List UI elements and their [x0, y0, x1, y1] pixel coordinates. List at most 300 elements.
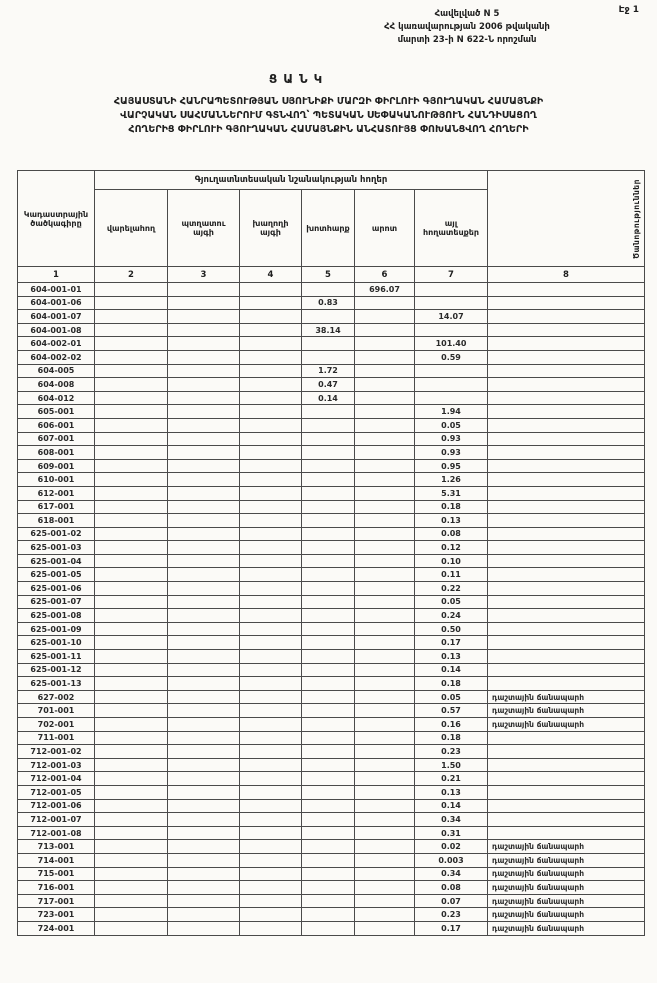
area-value-cell	[240, 418, 302, 432]
area-value-cell	[355, 568, 415, 582]
cadastral-code-cell: 617-001	[18, 500, 95, 514]
table-row	[18, 527, 645, 541]
table-row	[18, 826, 645, 840]
area-value-cell	[240, 446, 302, 460]
area-value-cell	[240, 731, 302, 745]
note-cell	[488, 609, 645, 623]
col-number-3: 3	[168, 267, 240, 283]
area-value-cell	[240, 881, 302, 895]
area-value-cell	[168, 690, 240, 704]
area-value-cell	[355, 500, 415, 514]
area-value-cell	[302, 677, 355, 691]
area-value-cell	[95, 459, 168, 473]
area-value-cell	[302, 867, 355, 881]
note-cell	[488, 772, 645, 786]
note-cell: դաշտային ճանապարհ	[488, 894, 645, 908]
area-value-cell: 0.18	[415, 500, 488, 514]
col-number-6: 6	[355, 267, 415, 283]
area-value-cell	[240, 758, 302, 772]
area-value-cell	[302, 908, 355, 922]
note-cell	[488, 677, 645, 691]
area-value-cell: 0.13	[415, 514, 488, 528]
note-cell	[488, 731, 645, 745]
table-row	[18, 758, 645, 772]
table-row	[18, 500, 645, 514]
table-row	[18, 310, 645, 324]
cadastral-code-cell: 723-001	[18, 908, 95, 922]
col-header-pasture: արոտ	[355, 190, 415, 267]
area-value-cell	[95, 514, 168, 528]
area-value-cell	[240, 690, 302, 704]
table-row	[18, 785, 645, 799]
area-value-cell	[240, 541, 302, 555]
note-cell: դաշտային ճանապարհ	[488, 921, 645, 935]
area-value-cell	[302, 609, 355, 623]
table-row	[18, 677, 645, 691]
table-row	[18, 582, 645, 596]
area-value-cell	[95, 867, 168, 881]
cadastral-code-cell: 712-001-08	[18, 826, 95, 840]
note-cell	[488, 323, 645, 337]
area-value-cell	[355, 718, 415, 732]
cadastral-code-cell: 625-001-06	[18, 582, 95, 596]
area-value-cell	[355, 310, 415, 324]
area-value-cell	[95, 677, 168, 691]
area-value-cell	[302, 582, 355, 596]
area-value-cell	[415, 283, 488, 297]
cadastral-code-cell: 604-001-01	[18, 283, 95, 297]
cadastral-code-cell: 604-002-01	[18, 337, 95, 351]
area-value-cell	[95, 636, 168, 650]
area-value-cell	[168, 853, 240, 867]
area-value-cell	[95, 690, 168, 704]
area-value-cell	[240, 310, 302, 324]
notes-header-label: Ծանոթություններ	[632, 178, 642, 259]
area-value-cell: 0.95	[415, 459, 488, 473]
area-value-cell	[355, 337, 415, 351]
area-value-cell	[95, 921, 168, 935]
area-value-cell	[95, 731, 168, 745]
area-value-cell	[355, 908, 415, 922]
area-value-cell	[168, 568, 240, 582]
area-value-cell	[355, 704, 415, 718]
subtitle-line: ՎԱՐՉԱԿԱՆ ՍԱՀՄԱՆՆԵՐՈՒՄ ԳՏՆՎՈՂ՝ ՊԵՏԱԿԱՆ ՍԵՓԱԿԱՆՈՒԹՅՈՒՆ ՀԱՆԴԻՍԱՑՈՂ	[120, 110, 537, 121]
table-row	[18, 283, 645, 297]
area-value-cell	[355, 473, 415, 487]
area-value-cell: 0.17	[415, 921, 488, 935]
area-value-cell	[355, 813, 415, 827]
table-row	[18, 840, 645, 854]
area-value-cell	[240, 486, 302, 500]
area-value-cell	[355, 296, 415, 310]
area-value-cell	[355, 799, 415, 813]
table-row	[18, 718, 645, 732]
note-cell	[488, 826, 645, 840]
area-value-cell	[168, 582, 240, 596]
note-cell	[488, 636, 645, 650]
table-row	[18, 772, 645, 786]
area-value-cell	[168, 514, 240, 528]
area-value-cell	[355, 745, 415, 759]
area-value-cell	[240, 921, 302, 935]
area-value-cell	[240, 908, 302, 922]
note-cell	[488, 391, 645, 405]
area-value-cell	[168, 391, 240, 405]
table-row	[18, 296, 645, 310]
area-value-cell	[168, 758, 240, 772]
table-row	[18, 378, 645, 392]
area-value-cell	[168, 785, 240, 799]
area-value-cell	[302, 704, 355, 718]
area-value-cell: 14.07	[415, 310, 488, 324]
cadastral-code-cell: 712-001-05	[18, 785, 95, 799]
note-cell: դաշտային ճանապարհ	[488, 881, 645, 895]
cadastral-code-cell: 605-001	[18, 405, 95, 419]
cadastral-code-cell: 606-001	[18, 418, 95, 432]
area-value-cell: 0.57	[415, 704, 488, 718]
area-value-cell: 0.23	[415, 908, 488, 922]
note-cell	[488, 622, 645, 636]
area-value-cell: 0.18	[415, 731, 488, 745]
area-value-cell	[355, 921, 415, 935]
area-value-cell	[168, 867, 240, 881]
area-value-cell	[302, 486, 355, 500]
cadastral-code-cell: 625-001-11	[18, 650, 95, 664]
note-cell	[488, 527, 645, 541]
area-value-cell: 0.05	[415, 595, 488, 609]
area-value-cell	[240, 785, 302, 799]
area-value-cell	[95, 418, 168, 432]
area-value-cell	[240, 378, 302, 392]
note-cell	[488, 350, 645, 364]
table-row	[18, 486, 645, 500]
area-value-cell	[355, 636, 415, 650]
col-header-hayfield: խոտհարք	[302, 190, 355, 267]
area-value-cell	[95, 378, 168, 392]
table-row	[18, 405, 645, 419]
note-cell	[488, 432, 645, 446]
note-cell	[488, 310, 645, 324]
area-value-cell	[168, 609, 240, 623]
cadastral-code-cell: 604-002-02	[18, 350, 95, 364]
area-value-cell	[95, 595, 168, 609]
area-value-cell	[302, 622, 355, 636]
area-value-cell	[302, 500, 355, 514]
note-cell: դաշտային ճանապարհ	[488, 690, 645, 704]
note-cell: դաշտային ճանապարհ	[488, 908, 645, 922]
area-value-cell	[168, 881, 240, 895]
annex-line: Հավելված N 5	[434, 9, 500, 19]
area-value-cell	[240, 663, 302, 677]
cadastral-code-cell: 609-001	[18, 459, 95, 473]
note-cell: դաշտային ճանապարհ	[488, 867, 645, 881]
table-row	[18, 364, 645, 378]
area-value-cell	[240, 677, 302, 691]
area-value-cell	[168, 296, 240, 310]
note-cell	[488, 337, 645, 351]
area-value-cell	[355, 622, 415, 636]
area-value-cell	[95, 486, 168, 500]
note-cell	[488, 378, 645, 392]
area-value-cell	[302, 337, 355, 351]
table-row	[18, 554, 645, 568]
area-value-cell: 0.18	[415, 677, 488, 691]
note-cell	[488, 554, 645, 568]
area-value-cell: 0.14	[415, 799, 488, 813]
table-row	[18, 921, 645, 935]
area-value-cell	[355, 582, 415, 596]
area-value-cell	[302, 527, 355, 541]
col-number-2: 2	[95, 267, 168, 283]
cadastral-code-cell: 625-001-12	[18, 663, 95, 677]
note-cell	[488, 500, 645, 514]
cadastral-code-cell: 625-001-03	[18, 541, 95, 555]
area-value-cell	[168, 663, 240, 677]
area-value-cell: 38.14	[302, 323, 355, 337]
cadastral-code-cell: 715-001	[18, 867, 95, 881]
area-value-cell	[95, 323, 168, 337]
area-value-cell	[415, 364, 488, 378]
agricultural-lands-group-header: Գյուղատնտեսական նշանակության հողեր	[95, 171, 488, 190]
area-value-cell: 0.13	[415, 650, 488, 664]
area-value-cell: 0.93	[415, 432, 488, 446]
area-value-cell: 0.14	[302, 391, 355, 405]
area-value-cell	[95, 894, 168, 908]
area-value-cell	[240, 894, 302, 908]
cadastral-code-cell: 608-001	[18, 446, 95, 460]
area-value-cell	[168, 337, 240, 351]
area-value-cell	[302, 799, 355, 813]
area-value-cell	[168, 745, 240, 759]
table-row	[18, 690, 645, 704]
area-value-cell	[95, 772, 168, 786]
area-value-cell	[302, 881, 355, 895]
area-value-cell	[95, 582, 168, 596]
cadastral-code-cell: 717-001	[18, 894, 95, 908]
cadastral-code-cell: 618-001	[18, 514, 95, 528]
area-value-cell	[302, 731, 355, 745]
area-value-cell	[168, 323, 240, 337]
area-value-cell	[302, 785, 355, 799]
note-cell	[488, 745, 645, 759]
note-cell	[488, 758, 645, 772]
area-value-cell: 0.22	[415, 582, 488, 596]
note-cell	[488, 663, 645, 677]
area-value-cell: 0.11	[415, 568, 488, 582]
area-value-cell	[355, 663, 415, 677]
table-row	[18, 446, 645, 460]
area-value-cell	[168, 405, 240, 419]
area-value-cell	[355, 677, 415, 691]
cadastral-code-cell: 701-001	[18, 704, 95, 718]
area-value-cell	[168, 554, 240, 568]
cadastral-code-cell: 604-001-08	[18, 323, 95, 337]
area-value-cell	[415, 378, 488, 392]
table-row	[18, 350, 645, 364]
note-cell	[488, 283, 645, 297]
area-value-cell	[95, 432, 168, 446]
area-value-cell: 0.21	[415, 772, 488, 786]
area-value-cell	[240, 636, 302, 650]
note-cell: դաշտային ճանապարհ	[488, 853, 645, 867]
area-value-cell	[240, 500, 302, 514]
area-value-cell	[168, 446, 240, 460]
area-value-cell	[302, 663, 355, 677]
area-value-cell	[302, 813, 355, 827]
area-value-cell	[415, 391, 488, 405]
table-row	[18, 609, 645, 623]
area-value-cell	[168, 378, 240, 392]
area-value-cell	[168, 310, 240, 324]
cadastral-code-cell: 625-001-10	[18, 636, 95, 650]
table-row	[18, 418, 645, 432]
area-value-cell	[240, 527, 302, 541]
area-value-cell	[95, 283, 168, 297]
area-value-cell	[355, 595, 415, 609]
document-title: ՑԱՆԿ	[268, 72, 329, 86]
area-value-cell	[355, 323, 415, 337]
area-value-cell	[240, 772, 302, 786]
cadastral-code-cell: 712-001-02	[18, 745, 95, 759]
col-header-arable: վարելահող	[95, 190, 168, 267]
area-value-cell	[95, 446, 168, 460]
table-row	[18, 473, 645, 487]
area-value-cell	[240, 391, 302, 405]
area-value-cell: 0.08	[415, 881, 488, 895]
area-value-cell	[168, 894, 240, 908]
area-value-cell: 0.003	[415, 853, 488, 867]
note-cell	[488, 650, 645, 664]
area-value-cell	[240, 595, 302, 609]
area-value-cell	[168, 486, 240, 500]
area-value-cell: 0.24	[415, 609, 488, 623]
cadastral-code-cell: 702-001	[18, 718, 95, 732]
cadastral-code-cell: 712-001-03	[18, 758, 95, 772]
area-value-cell	[302, 772, 355, 786]
area-value-cell: 0.08	[415, 527, 488, 541]
note-cell	[488, 486, 645, 500]
cadastral-code-cell: 716-001	[18, 881, 95, 895]
area-value-cell: 0.13	[415, 785, 488, 799]
area-value-cell	[168, 677, 240, 691]
area-value-cell	[168, 826, 240, 840]
area-value-cell	[302, 350, 355, 364]
area-value-cell: 0.50	[415, 622, 488, 636]
note-cell	[488, 595, 645, 609]
area-value-cell	[240, 813, 302, 827]
table-row	[18, 595, 645, 609]
cadastral-code-cell: 625-001-08	[18, 609, 95, 623]
area-value-cell	[302, 541, 355, 555]
table-row	[18, 650, 645, 664]
area-value-cell	[95, 840, 168, 854]
area-value-cell	[240, 826, 302, 840]
area-value-cell	[302, 568, 355, 582]
annex-line: ՀՀ կառավարության 2006 թվականի	[384, 22, 550, 32]
area-value-cell	[168, 283, 240, 297]
area-value-cell	[240, 554, 302, 568]
area-value-cell	[302, 826, 355, 840]
area-value-cell: 0.02	[415, 840, 488, 854]
col-header-orchard: պտղատու այգի	[168, 190, 240, 267]
cadastral-code-cell: 711-001	[18, 731, 95, 745]
cadastral-code-cell: 724-001	[18, 921, 95, 935]
table-row	[18, 391, 645, 405]
area-value-cell	[355, 785, 415, 799]
area-value-cell: 1.50	[415, 758, 488, 772]
cadastral-code-cell: 627-002	[18, 690, 95, 704]
cadastral-code-cell: 712-001-04	[18, 772, 95, 786]
cadastral-code-cell: 625-001-13	[18, 677, 95, 691]
area-value-cell: 0.17	[415, 636, 488, 650]
table-row	[18, 636, 645, 650]
area-value-cell	[355, 527, 415, 541]
area-value-cell	[355, 541, 415, 555]
area-value-cell	[302, 310, 355, 324]
cadastral-code-cell: 712-001-06	[18, 799, 95, 813]
area-value-cell	[95, 541, 168, 555]
area-value-cell: 0.05	[415, 690, 488, 704]
area-value-cell	[240, 718, 302, 732]
area-value-cell	[302, 690, 355, 704]
area-value-cell	[95, 473, 168, 487]
cadastral-code-cell: 625-001-02	[18, 527, 95, 541]
area-value-cell	[95, 391, 168, 405]
area-value-cell	[240, 405, 302, 419]
area-value-cell	[240, 432, 302, 446]
table-row	[18, 867, 645, 881]
area-value-cell	[240, 337, 302, 351]
note-cell	[488, 582, 645, 596]
cadastral-code-cell: 625-001-09	[18, 622, 95, 636]
table-body	[18, 283, 645, 936]
area-value-cell	[302, 514, 355, 528]
area-value-cell	[355, 418, 415, 432]
cadastral-code-cell: 604-005	[18, 364, 95, 378]
area-value-cell: 0.34	[415, 867, 488, 881]
table-row	[18, 622, 645, 636]
area-value-cell: 0.05	[415, 418, 488, 432]
note-cell	[488, 813, 645, 827]
area-value-cell	[95, 853, 168, 867]
area-value-cell	[355, 758, 415, 772]
table-row	[18, 745, 645, 759]
area-value-cell	[168, 799, 240, 813]
area-value-cell	[302, 446, 355, 460]
area-value-cell	[355, 881, 415, 895]
area-value-cell	[95, 704, 168, 718]
area-value-cell	[95, 881, 168, 895]
area-value-cell	[95, 799, 168, 813]
area-value-cell	[95, 296, 168, 310]
area-value-cell	[240, 364, 302, 378]
note-cell	[488, 446, 645, 460]
land-parcels-table	[17, 170, 645, 936]
area-value-cell	[355, 432, 415, 446]
area-value-cell	[302, 432, 355, 446]
area-value-cell: 1.72	[302, 364, 355, 378]
col-number-1: 1	[18, 267, 95, 283]
area-value-cell	[95, 813, 168, 827]
area-value-cell	[302, 636, 355, 650]
area-value-cell	[302, 473, 355, 487]
area-value-cell	[168, 622, 240, 636]
area-value-cell	[168, 364, 240, 378]
area-value-cell: 0.16	[415, 718, 488, 732]
area-value-cell	[95, 405, 168, 419]
area-value-cell	[355, 650, 415, 664]
area-value-cell	[95, 758, 168, 772]
